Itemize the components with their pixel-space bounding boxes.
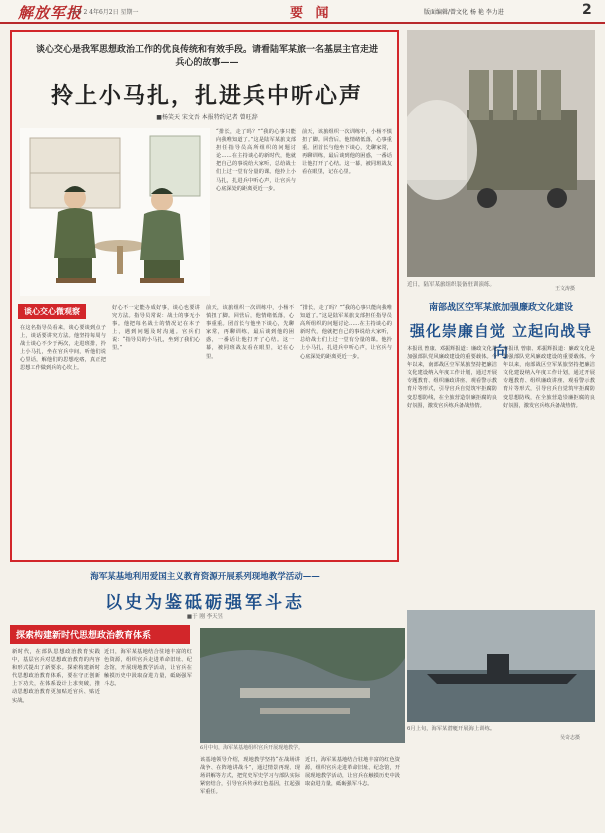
two-soldiers-talking-illustration	[20, 128, 210, 296]
newspaper-logo: 解放军报	[18, 4, 83, 22]
right-article-column-2: 本报讯 曾康、邓振辉报道：廉政文化是加强部队党风廉政建设的重要载体。今年以来，南部战区空军某旅坚持把廉洁文化建设纳入年度工作计划，通过开展专题教育、组织廉政讲座、观看警示教育片等形式，引导官兵自觉筑牢拒腐防变思想防线，在全旅营造崇廉拒腐的良好氛围，激发官兵练兵备战热情。	[503, 346, 595, 409]
feature-article	[10, 30, 399, 562]
bottom-article-kicker: 海军某基地利用爱国主义教育资源开展系列现地教学活动——	[90, 572, 320, 582]
page-number: 2	[582, 2, 592, 18]
right-photo-credit: 王文涛摄	[555, 286, 576, 292]
bottom-column-4: 近日，海军某基地结合驻地丰富的红色资源，组织官兵走进革命旧址、纪念馆，开展现地教学活动，让官兵在触摸历史中汲取奋进力量，砥砺强军斗志。	[305, 757, 400, 788]
bottom-article-byline: ■于 刚 李天昱	[186, 614, 224, 620]
feature-kicker: 谈心交心是我军思想政治工作的优良传统和有效手段。请看陆军某旅一名基层主官走进兵心的故事——	[35, 45, 378, 68]
right-article-headline[interactable]: 强化崇廉自觉 立起向战导向	[409, 322, 593, 361]
right-top-photo	[407, 30, 595, 277]
submarine-at-sea-photo	[407, 610, 595, 722]
feature-byline: ■杨笑天 宋文吾 本报特约记者 曾旺辞	[156, 114, 258, 121]
bottom-section-bar: 探索构建新时代思想政治教育体系	[10, 625, 190, 644]
submarine-photo	[407, 610, 595, 722]
column-section-bar: 谈心交心微观察	[18, 304, 86, 319]
feature-headline[interactable]: 拎上小马扎，扎进兵中听心声	[50, 83, 363, 109]
right-article-kicker: 南部战区空军某旅加强廉政文化建设	[428, 303, 573, 313]
submarine-photo-credit: 吴奇志摄	[560, 735, 581, 741]
right-photo-caption: 近日，陆军某旅组织装备驻训演练。	[407, 282, 496, 288]
feature-column-5: 前天，该旅组织一次训练中，小杨不慎扭了脚。回营后，他情绪低落，心事重重。团首长与他坐下谈心，先聊家常，再聊训练，最后谈到他的困惑，一番话让他打开了心结。这一幕，被同班战友看在眼里，记在心里。	[206, 305, 294, 360]
bottom-photo-caption: 6月中旬，海军某基地组织官兵开展现地教学。	[200, 745, 304, 751]
bottom-column-3: 该基地领导介绍，现地教学坚持“在战场讲战争、在阵地讲战斗”，通过情景再现、现场讲解等方式，把党史军史学习与部队实际紧密结合，引导官兵传承红色基因，扛起强军重任。	[200, 757, 300, 796]
bottom-photo	[200, 628, 405, 743]
harbor-aerial-photo	[200, 628, 405, 743]
bottom-column-2: 近日，海军某基地结合驻地丰富的红色资源，组织官兵走进革命旧址、纪念馆，开展现地教学活动，让官兵在触摸历史中汲取奋进力量，砥砺强军斗志。	[104, 649, 192, 688]
feature-illustration	[20, 128, 210, 296]
feature-column-4: 好心不一定能办成好事，谈心也要讲究方法。指导员常说：战士的事无小事。他把每名战士的情况记在本子上，遇到问题及时沟通。官兵们说：“指导员的小马扎，坐到了我们心里。”	[112, 305, 200, 352]
feature-column-6: “排长，走了吗？”“我的心事只能向我唯知道了。”这是陆军某旅支部担任指导员高所组织的问题讨论……在主持谈心的新时代，他就把自己的事说给大家听，总给战士们上过一堂有分量的课。他拎上小马扎，扎进兵中听心声，让官兵与心底深处的距离更近一步。	[300, 305, 392, 360]
feature-column-intro: “排长，走了吗？”“我的心事只能向我唯知道了。”这是陆军某旅支部担任指导员高所组织的问题讨论……在主持谈心的新时代，他就把自己的事说给大家听，总给战士们上过一堂有分量的课。他拎上小马扎，扎进兵中听心声，让官兵与心底深处的距离更近一步。	[216, 129, 296, 192]
right-article-column-1: 本报讯 曾康、邓振辉报道：廉政文化是加强部队党风廉政建设的重要载体。今年以来，南部战区空军某旅坚持把廉洁文化建设纳入年度工作计划，通过开展专题教育、组织廉政讲座、观看警示教育片等形式，引导官兵自觉筑牢拒腐防变思想防线，在全旅营造崇廉拒腐的良好氛围，激发官兵练兵备战热情。	[407, 346, 497, 409]
issue-date: 2 0 2 4年6月2日 星期一	[72, 9, 139, 16]
feature-column-2: 前天，该旅组织一次训练中，小杨不慎扭了脚。回营后，他情绪低落，心事重重。团首长与他坐下谈心，先聊家常，再聊训练，最后谈到他的困惑，一番话让他打开了心结。这一幕，被同班战友看在眼里，记在心里。	[302, 129, 392, 176]
feature-column-3: 在这名指导员看来，谈心要谈到点子上，谈话要讲究方法。他坚持每周与战士谈心不少于两次，走进班排，拎上小马扎，坐在官兵中间，听他们说心里话，解他们的思想疙瘩，真正把思想工作做到兵的心坎上。	[20, 325, 106, 372]
section-name: 要 闻	[290, 6, 333, 21]
page-editors: 版面编辑/曾文化 杨 艳 李力进	[424, 9, 504, 16]
bottom-article-headline[interactable]: 以史为鉴砥砺强军斗志	[105, 593, 305, 613]
bottom-column-1: 新时代，在部队思想政治教育实践中，基层官兵对思想政治教育的内容和形式提出了新要求。探索构建新时代思想政治教育体系，要在守正创新上下功夫，在体系设计上求突破，推动思想政治教育更加贴近官兵、贴近实战。	[12, 649, 100, 704]
artillery-photo	[407, 30, 595, 277]
submarine-photo-caption: 6月上旬，海军某潜艇开展海上训练。	[407, 726, 496, 732]
